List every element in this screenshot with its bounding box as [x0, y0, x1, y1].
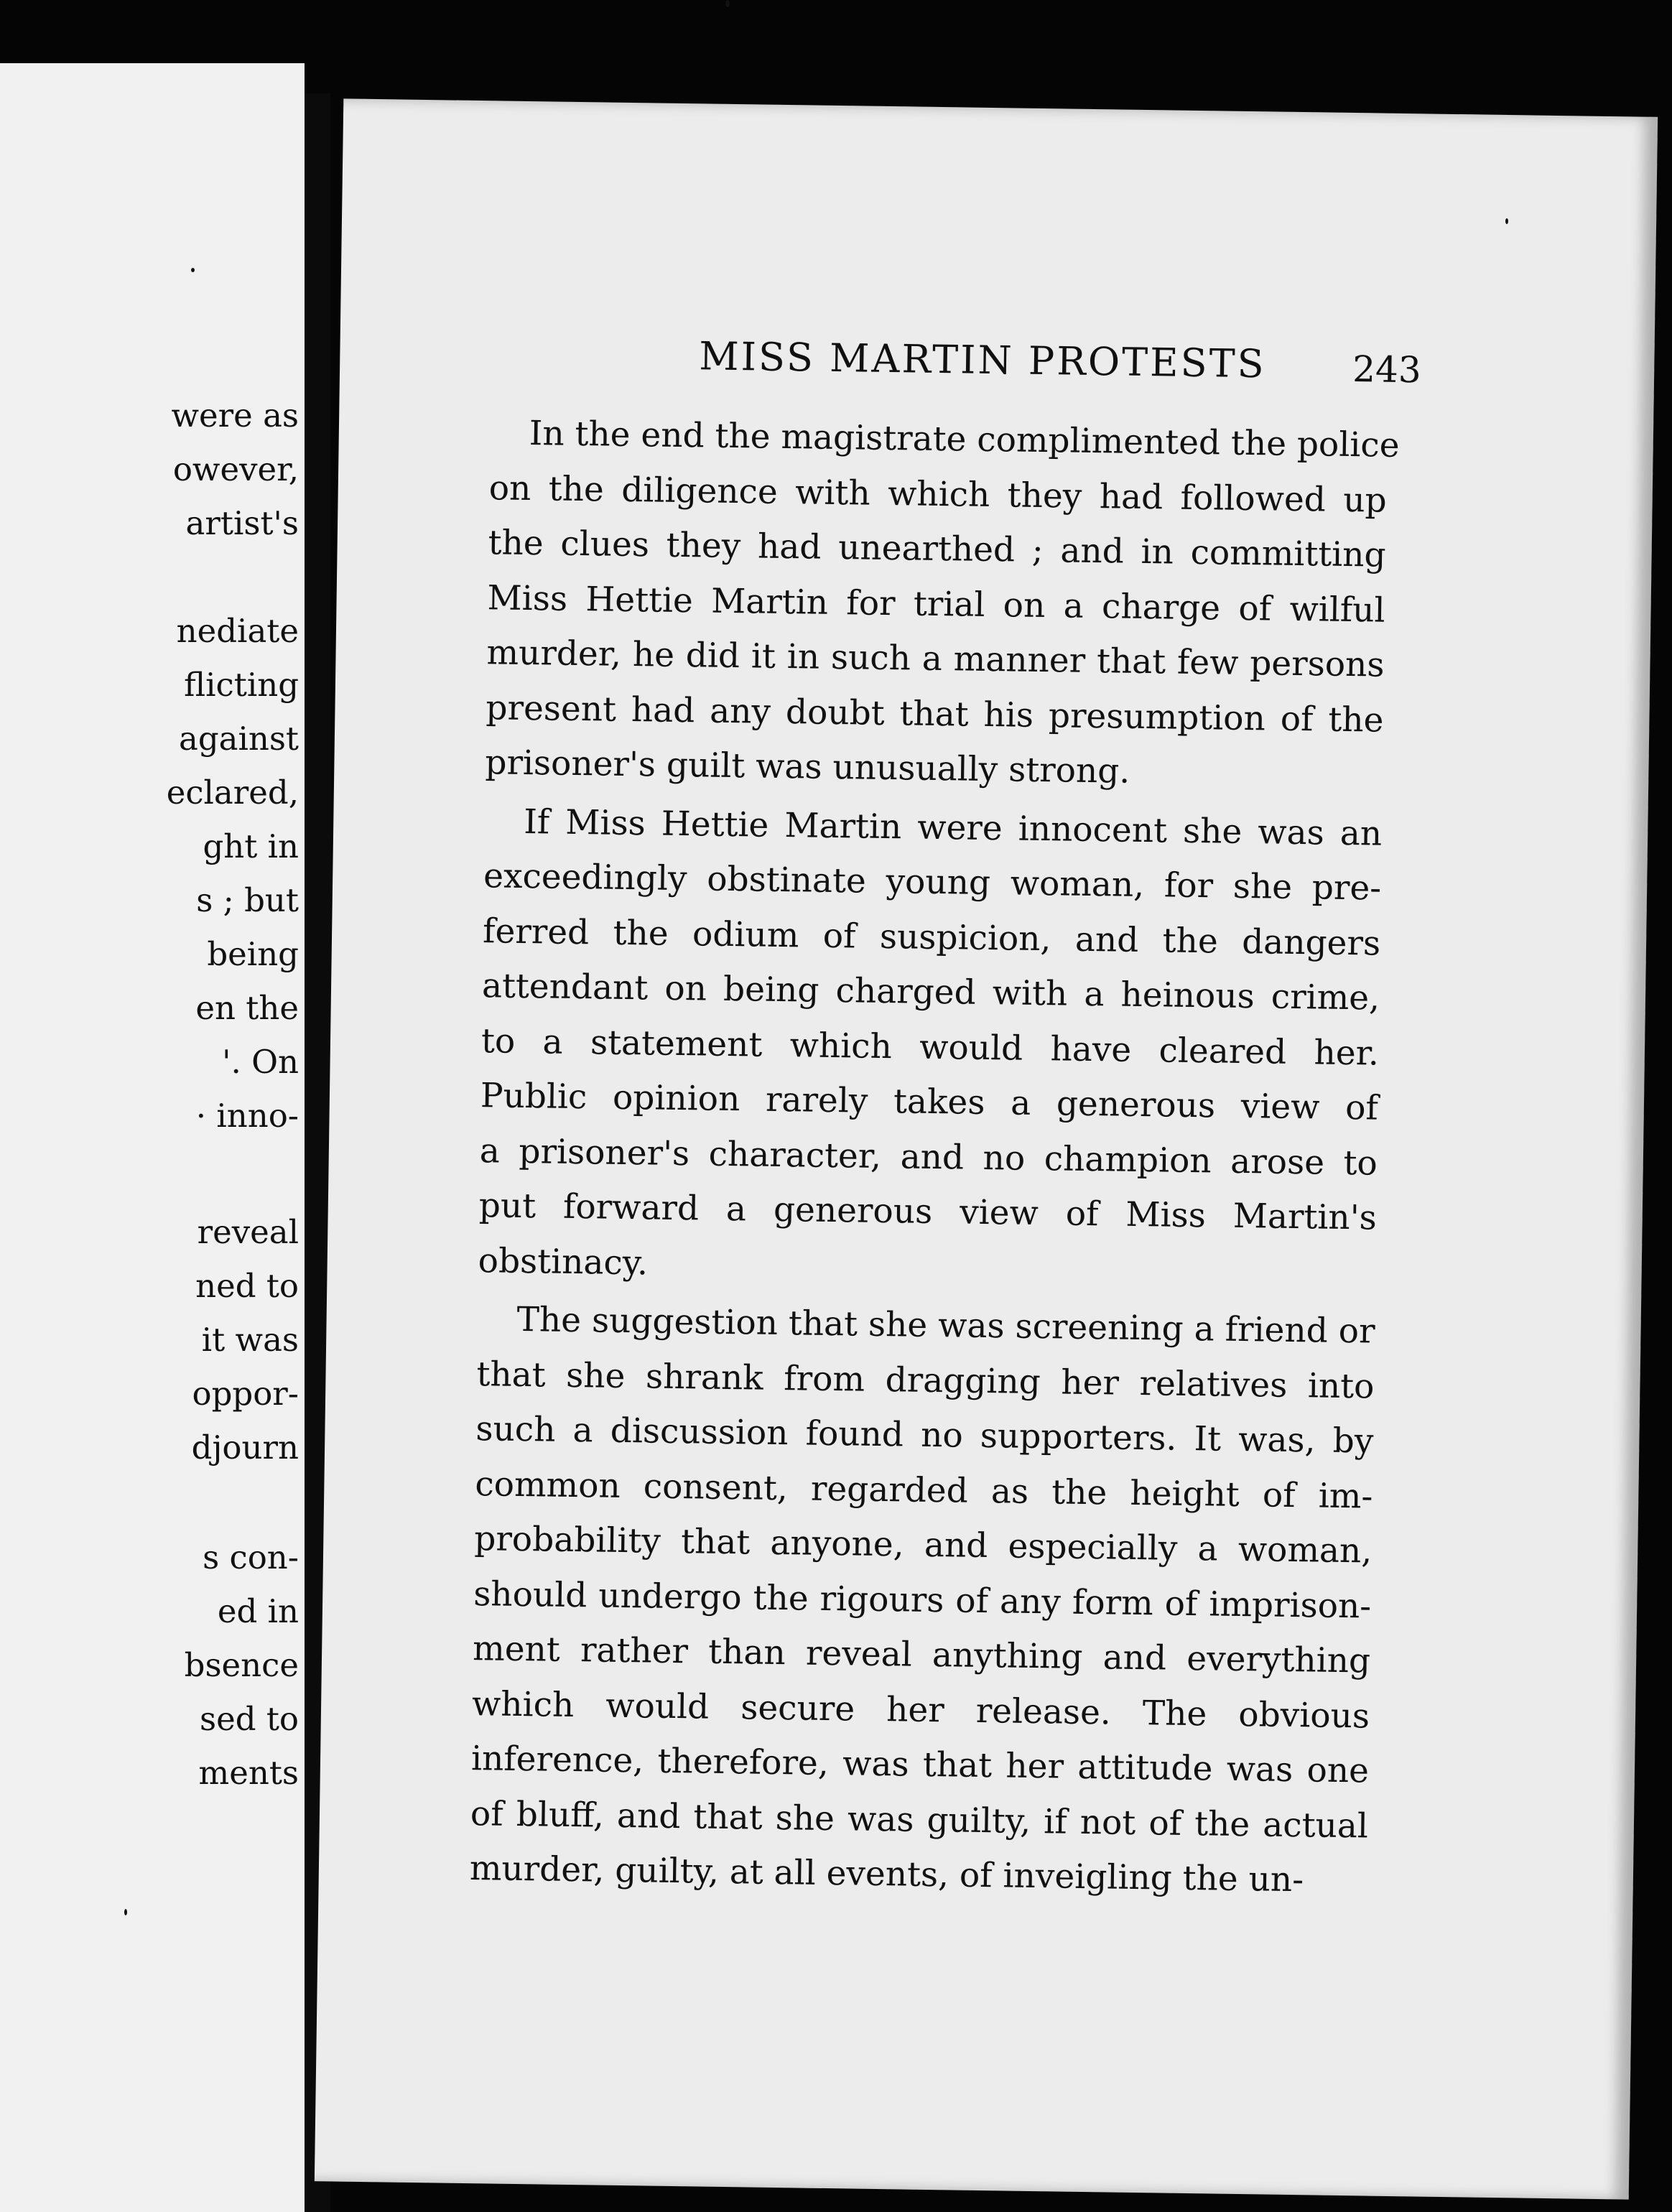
- paragraph-3-line: murder, guilty, at all events, of inveigling the un-: [469, 1849, 1304, 1900]
- paragraph-1-line: Miss Hettie Martin for trial on a charge of wilful: [487, 577, 1385, 631]
- left-page-line: djourn: [191, 1428, 299, 1467]
- paragraph-3-line: which would secure her release. The obvious: [471, 1683, 1370, 1737]
- left-page-line: sed to: [199, 1700, 299, 1738]
- paragraph-1-line: prisoner's guilt was unusually strong.: [485, 743, 1130, 791]
- left-page-line: oppor-: [192, 1375, 299, 1413]
- right-book-page: [315, 98, 1658, 2199]
- paragraph-1-line: the clues they had unearthed ; and in committing: [488, 523, 1386, 575]
- scan-speck: [725, 0, 730, 7]
- left-page-line: ed in: [217, 1592, 299, 1630]
- paragraph-3-line: that she shrank from dragging her relatives into: [476, 1354, 1375, 1407]
- paragraph-2-line: Public opinion rarely takes a generous view of: [480, 1076, 1379, 1128]
- paragraph-2-line: attendant on being charged with a heinous crime,: [481, 966, 1380, 1018]
- left-page-line: against: [178, 720, 299, 758]
- left-page-line: owever,: [172, 450, 299, 488]
- left-page-line: artist's: [185, 504, 299, 542]
- left-page-line: reveal: [197, 1213, 299, 1251]
- paragraph-2-line: If Miss Hettie Martin were innocent she was an: [523, 801, 1383, 854]
- paragraph-3-line: probability that anyone, and especially a woman,: [473, 1519, 1373, 1571]
- left-page-line: were as: [171, 396, 299, 434]
- running-head: MISS MARTIN PROTESTS: [698, 333, 1267, 387]
- paragraph-2-line: obstinacy.: [478, 1240, 649, 1283]
- scan-speck: [191, 268, 195, 272]
- left-page-line: it was: [201, 1321, 299, 1359]
- page-body: [469, 406, 1400, 1909]
- paragraph-3-line: of bluff, and that she was guilty, if not of the actual: [470, 1793, 1369, 1846]
- left-page-fragment: [0, 63, 305, 2212]
- left-page-line: eclared,: [166, 773, 299, 812]
- left-page-line: ght in: [203, 827, 299, 865]
- left-page-line: nediate: [176, 612, 299, 650]
- left-page-line: s ; but: [196, 881, 299, 919]
- left-page-line: en the: [195, 989, 299, 1027]
- paragraph-1-line: In the end the magistrate complimented the police: [529, 414, 1400, 465]
- paragraph-3-line: common consent, regarded as the height of im-: [475, 1464, 1373, 1517]
- left-page-line: bsence: [184, 1646, 299, 1684]
- left-page-line: '. On: [222, 1043, 299, 1081]
- scan-speck: [124, 1909, 127, 1915]
- left-page-line: · inno-: [195, 1097, 299, 1135]
- paragraph-1-line: present had any doubt that his presumption of the: [486, 687, 1384, 740]
- page-number: 243: [1352, 348, 1422, 391]
- paragraph-2-line: a prisoner's character, and no champion arose to: [479, 1130, 1378, 1184]
- paragraph-2-line: ferred the odium of suspicion, and the dangers: [482, 911, 1381, 964]
- paragraph-1-line: murder, he did it in such a manner that few persons: [486, 633, 1385, 685]
- left-page-line: s con-: [203, 1538, 299, 1576]
- paragraph-2-line: put forward a generous view of Miss Martin's: [478, 1186, 1378, 1238]
- paragraph-2-line: to a statement which would have cleared her.: [480, 1021, 1380, 1074]
- paragraph-1-line: on the diligence with which they had followed up: [488, 468, 1388, 521]
- paragraph-3-line: ment rather than reveal anything and everything: [472, 1629, 1371, 1681]
- left-page-line: ned to: [195, 1267, 299, 1305]
- left-page-line: ments: [198, 1754, 299, 1792]
- left-page-line: flicting: [184, 666, 299, 704]
- paragraph-3-line: such a discussion found no supporters. It was, by: [475, 1409, 1374, 1462]
- scan-speck: [1505, 218, 1508, 224]
- paragraph-3-line: The suggestion that she was screening a friend or: [516, 1299, 1375, 1352]
- paragraph-3-line: inference, therefore, was that her attitude was one: [470, 1739, 1370, 1791]
- left-page-line: being: [207, 935, 299, 973]
- paragraph-3-line: should undergo the rigours of any form of imprison-: [473, 1574, 1372, 1627]
- paragraph-2-line: exceedingly obstinate young woman, for she pre-: [483, 856, 1382, 908]
